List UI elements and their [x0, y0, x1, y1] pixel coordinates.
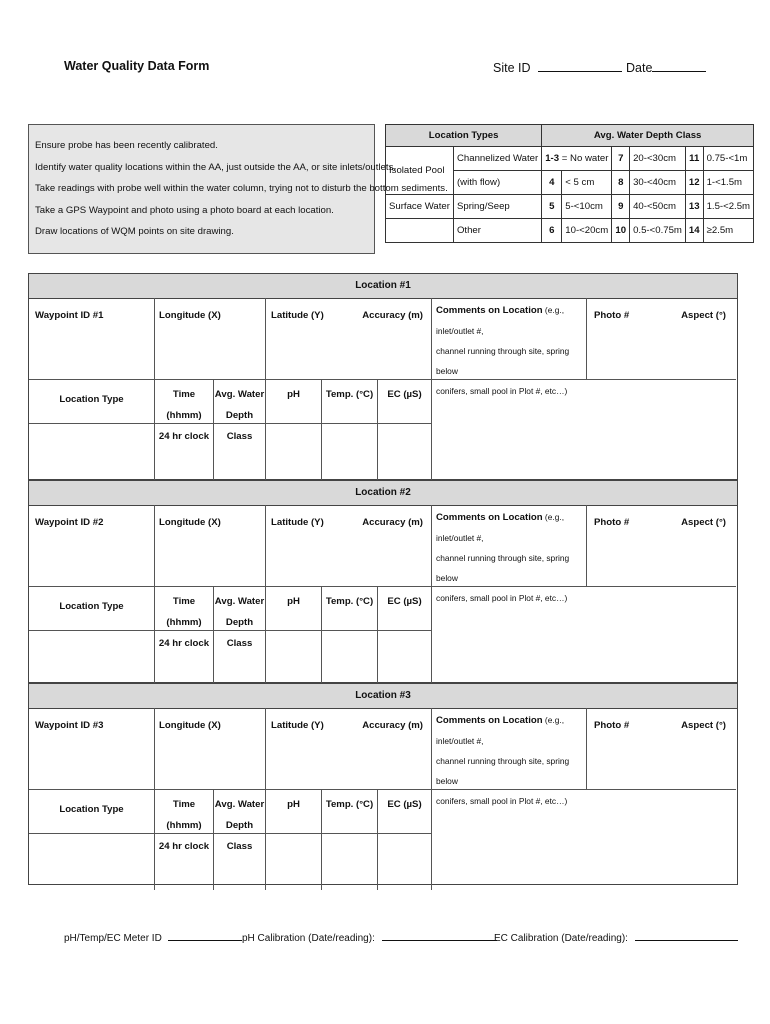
- comments-label: Comments on Location (e.g., inlet/outlet #,: [436, 512, 565, 543]
- ec-input[interactable]: [378, 834, 432, 890]
- location-type-header: Location Type: [29, 380, 155, 424]
- ph-input[interactable]: [266, 631, 322, 687]
- depth-class-field-header: Avg. Water Depth Class: [214, 790, 266, 834]
- photo-label: Photo #: [594, 720, 630, 731]
- comments-label: Comments on Location (e.g., inlet/outlet #,: [436, 715, 565, 746]
- depth-class-num: 10: [612, 219, 630, 243]
- depth-class-label: 0.75-<1m: [703, 147, 753, 171]
- comments-hint: channel running through site, spring below: [436, 346, 570, 376]
- longitude-cell[interactable]: [155, 505, 266, 587]
- time-input[interactable]: [155, 834, 214, 890]
- location-type-input[interactable]: [29, 424, 155, 480]
- site-id-blank[interactable]: [538, 59, 622, 72]
- depth-class-field-header: Avg. Water Depth Class: [214, 587, 266, 631]
- depth-class-label: 20-<30cm: [630, 147, 686, 171]
- depth-class-label: 30-<40cm: [630, 171, 686, 195]
- comments-hint: conifers, small pool in Plot #, etc…): [436, 386, 568, 396]
- waypoint-id-label: Waypoint ID #1: [35, 310, 104, 321]
- time-header: Time (hhmm) 24 hr clock: [155, 790, 214, 834]
- meter-id-blank[interactable]: [168, 928, 242, 941]
- depth-class-num: 8: [612, 171, 630, 195]
- longitude-cell[interactable]: [155, 708, 266, 790]
- ph-header: pH: [266, 380, 322, 424]
- depth-class-num: 6: [542, 219, 562, 243]
- ec-calibration-field[interactable]: [494, 928, 738, 944]
- depth-class-label: 1-<1.5m: [703, 171, 753, 195]
- location-title: Location #1: [29, 274, 737, 299]
- depth-class-label: 5-<10cm: [562, 195, 612, 219]
- depth-class-num: 14: [685, 219, 703, 243]
- comments-hint: channel running through site, spring below: [436, 756, 570, 786]
- ec-header: EC (µS): [378, 790, 432, 834]
- depth-class-num: 13: [685, 195, 703, 219]
- latitude-label: Latitude (Y): [271, 310, 324, 321]
- longitude-label: Longitude (X): [159, 310, 221, 321]
- depth-class-label: 0.5-<0.75m: [630, 219, 686, 243]
- type-surface-water: Surface Water: [386, 195, 454, 219]
- photo-label: Photo #: [594, 517, 630, 528]
- temp-input[interactable]: [322, 424, 378, 480]
- instruction-line: Identify water quality locations within the AA, just outside the AA, or site inlets/outlets.: [35, 161, 397, 173]
- time-header: Time (hhmm) 24 hr clock: [155, 380, 214, 424]
- location-type-header: Location Type: [29, 587, 155, 631]
- waypoint-id-label: Waypoint ID #2: [35, 517, 104, 528]
- instruction-line: Ensure probe has been recently calibrated.: [35, 140, 218, 151]
- location-section: [28, 480, 738, 683]
- longitude-label: Longitude (X): [159, 720, 221, 731]
- depth-class-input[interactable]: [214, 631, 266, 687]
- time-header: Time (hhmm) 24 hr clock: [155, 587, 214, 631]
- comments-hint: conifers, small pool in Plot #, etc…): [436, 796, 568, 806]
- location-section: [28, 273, 738, 480]
- site-id-label: Site ID: [493, 61, 531, 75]
- depth-class-1-3: 1-3 = No water: [542, 147, 612, 171]
- waypoint-id-cell[interactable]: [29, 505, 155, 587]
- temp-input[interactable]: [322, 631, 378, 687]
- instruction-line: Take readings with probe well within the water column, trying not to disturb the bottom sediments.: [35, 183, 448, 195]
- time-input[interactable]: [155, 631, 214, 687]
- photo-aspect-cell[interactable]: [587, 505, 736, 587]
- date-field[interactable]: [626, 59, 706, 75]
- time-input[interactable]: [155, 424, 214, 480]
- photo-aspect-cell[interactable]: [587, 708, 736, 790]
- ph-input[interactable]: [266, 424, 322, 480]
- type-channelized-note: (with flow): [453, 171, 541, 195]
- latitude-cell[interactable]: [266, 505, 432, 587]
- ph-header: pH: [266, 790, 322, 834]
- location-section: [28, 683, 738, 885]
- temp-header: Temp. (°C): [322, 790, 378, 834]
- depth-class-num: 11: [685, 147, 703, 171]
- longitude-label: Longitude (X): [159, 517, 221, 528]
- ph-calibration-label: pH Calibration (Date/reading):: [242, 933, 375, 944]
- photo-aspect-cell[interactable]: [587, 298, 736, 380]
- ph-calibration-field[interactable]: [242, 928, 497, 944]
- ec-header: EC (µS): [378, 380, 432, 424]
- ec-calibration-label: EC Calibration (Date/reading):: [494, 933, 628, 944]
- ec-header: EC (µS): [378, 587, 432, 631]
- ph-header: pH: [266, 587, 322, 631]
- depth-class-num: 5: [542, 195, 562, 219]
- date-blank[interactable]: [652, 59, 706, 72]
- meter-id-label: pH/Temp/EC Meter ID: [64, 933, 162, 944]
- type-empty: [386, 219, 454, 243]
- depth-class-label: 1.5-<2.5m: [703, 195, 753, 219]
- aspect-label: Aspect (°): [681, 517, 726, 528]
- instruction-line: Take a GPS Waypoint and photo using a photo board at each location.: [35, 204, 334, 216]
- type-other: Other: [453, 219, 541, 243]
- instruction-line: Draw locations of WQM points on site drawing.: [35, 226, 234, 238]
- ph-input[interactable]: [266, 834, 322, 890]
- waypoint-id-cell[interactable]: [29, 298, 155, 380]
- comments-cell[interactable]: [432, 708, 587, 806]
- location-types-header: Location Types: [386, 125, 542, 147]
- temp-header: Temp. (°C): [322, 380, 378, 424]
- depth-class-input[interactable]: [214, 424, 266, 480]
- depth-class-field-header: Avg. Water Depth Class: [214, 380, 266, 424]
- depth-class-num: 7: [612, 147, 630, 171]
- longitude-cell[interactable]: [155, 298, 266, 380]
- location-type-input[interactable]: [29, 631, 155, 687]
- depth-class-label: ≥2.5m: [703, 219, 753, 243]
- depth-class-label: 40-<50cm: [630, 195, 686, 219]
- latitude-cell[interactable]: [266, 708, 432, 790]
- photo-label: Photo #: [594, 310, 630, 321]
- comments-hint: channel running through site, spring below: [436, 553, 570, 583]
- reference-table: [385, 124, 754, 243]
- accuracy-label: Accuracy (m): [362, 517, 423, 528]
- depth-class-header: Avg. Water Depth Class: [542, 125, 754, 147]
- accuracy-label: Accuracy (m): [362, 310, 423, 321]
- aspect-label: Aspect (°): [681, 720, 726, 731]
- latitude-label: Latitude (Y): [271, 720, 324, 731]
- comments-cell[interactable]: [432, 298, 587, 396]
- ec-calibration-blank[interactable]: [635, 928, 738, 941]
- temp-input[interactable]: [322, 834, 378, 890]
- ec-input[interactable]: [378, 424, 432, 480]
- type-spring-seep: Spring/Seep: [453, 195, 541, 219]
- meter-id-field[interactable]: [64, 928, 242, 944]
- depth-class-num: 4: [542, 171, 562, 195]
- type-isolated-pool: Isolated Pool: [386, 147, 454, 195]
- location-title: Location #2: [29, 481, 737, 506]
- location-type-header: Location Type: [29, 790, 155, 834]
- temp-header: Temp. (°C): [322, 587, 378, 631]
- comments-hint: conifers, small pool in Plot #, etc…): [436, 593, 568, 603]
- latitude-cell[interactable]: [266, 298, 432, 380]
- location-type-input[interactable]: [29, 834, 155, 890]
- depth-class-num: 12: [685, 171, 703, 195]
- comments-cell[interactable]: [432, 505, 587, 603]
- ph-calibration-blank[interactable]: [382, 928, 497, 941]
- form-title: Water Quality Data Form: [64, 59, 210, 73]
- waypoint-id-label: Waypoint ID #3: [35, 720, 104, 731]
- type-channelized: Channelized Water: [453, 147, 541, 171]
- accuracy-label: Accuracy (m): [362, 720, 423, 731]
- ec-input[interactable]: [378, 631, 432, 687]
- depth-class-num: 9: [612, 195, 630, 219]
- comments-label: Comments on Location (e.g., inlet/outlet #,: [436, 305, 565, 336]
- site-id-field[interactable]: [493, 59, 622, 75]
- depth-class-label: < 5 cm: [562, 171, 612, 195]
- depth-class-label: 10-<20cm: [562, 219, 612, 243]
- depth-class-input[interactable]: [214, 834, 266, 890]
- latitude-label: Latitude (Y): [271, 517, 324, 528]
- location-title: Location #3: [29, 684, 737, 709]
- waypoint-id-cell[interactable]: [29, 708, 155, 790]
- date-label: Date: [626, 61, 653, 75]
- aspect-label: Aspect (°): [681, 310, 726, 321]
